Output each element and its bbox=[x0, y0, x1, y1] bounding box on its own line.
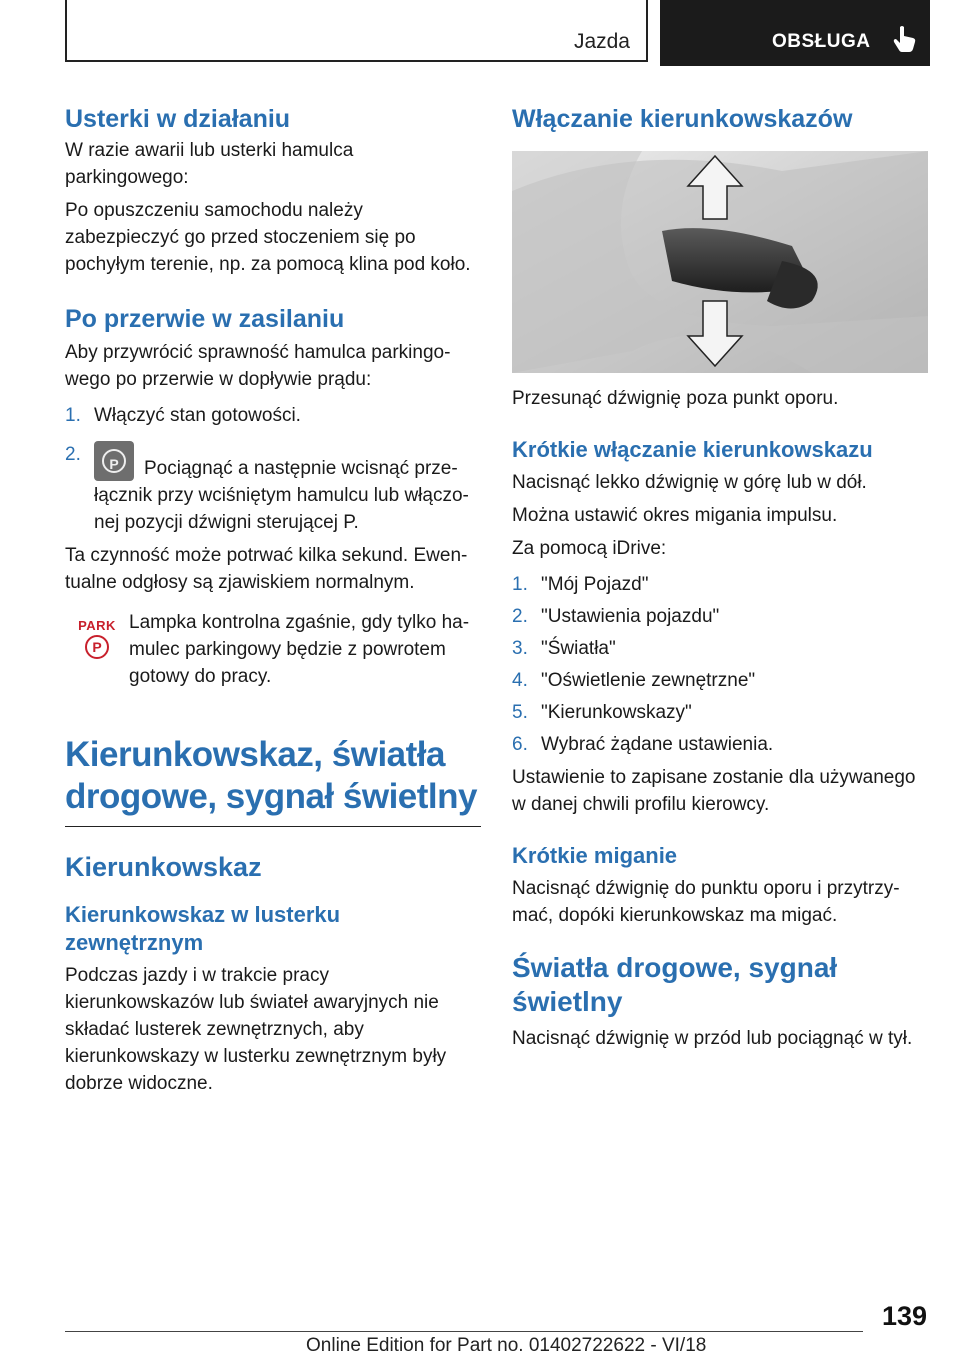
list-number: 2. bbox=[512, 606, 528, 627]
header-section-box bbox=[65, 0, 648, 62]
list-text: Wybrać żądane ustawienia. bbox=[541, 734, 774, 755]
photo-caption: Przesunąć dźwignię poza punkt oporu. bbox=[512, 388, 839, 409]
list-number: 1. bbox=[512, 574, 528, 595]
paragraph: Podczas jazdy i w trakcie pracy kierunkowskazów lub świateł awaryjnych nie składać lusterek zewnętrznych, aby kierunkowskazy w lusterku zewnętrznym były dobrze widoczne. bbox=[65, 965, 447, 1094]
paragraph: W razie awarii lub usterki hamulca parkingowego: bbox=[65, 140, 354, 188]
heading-po-przerwie: Po przerwie w zasilaniu bbox=[65, 305, 345, 333]
footer-edition: Online Edition for Part no. 01402722622 - VI/18 bbox=[306, 1335, 707, 1356]
list-item bbox=[65, 402, 481, 429]
turn-signal-lever-photo bbox=[512, 151, 928, 373]
list-text: "Mój Pojazd" bbox=[541, 574, 649, 595]
list-number: 4. bbox=[512, 670, 528, 691]
header-chapter-box bbox=[660, 0, 930, 66]
right-column bbox=[512, 100, 928, 1052]
list-text: "Światła" bbox=[541, 638, 616, 659]
lever-illustration bbox=[512, 151, 928, 373]
list-number: 5. bbox=[512, 702, 528, 723]
main-heading: Kierunkowskaz, światła drogowe, sygnał świetlny bbox=[65, 735, 477, 816]
paragraph: Nacisnąć dźwignię do punktu oporu i przytrzymać, dopóki kierunkowskaz ma migać. bbox=[512, 878, 900, 926]
footer-divider bbox=[65, 1331, 863, 1332]
header-chapter-title: OBSŁUGA bbox=[772, 31, 871, 52]
page-header bbox=[65, 0, 930, 66]
heading-wlaczanie: Włączanie kierunkowskazów bbox=[512, 105, 853, 133]
paragraph: Za pomocą iDrive: bbox=[512, 538, 667, 559]
left-column bbox=[65, 100, 481, 1097]
heading-kierunkowskaz: Kierunkowskaz bbox=[65, 852, 262, 882]
paragraph: Ta czynność może potrwać kilka sekund. Ewentualne odgłosy są zjawiskiem normalnym. bbox=[65, 545, 468, 593]
list-item bbox=[512, 603, 928, 630]
heading-krotkie-miganie: Krótkie miganie bbox=[512, 843, 678, 868]
parking-brake-button-icon bbox=[94, 441, 134, 481]
list-item bbox=[512, 667, 928, 694]
button-symbol: P bbox=[109, 456, 119, 472]
paragraph: Nacisnąć lekko dźwignię w górę lub w dół. bbox=[512, 472, 867, 493]
list-number: 2. bbox=[65, 444, 81, 465]
paragraph: Nacisnąć dźwignię w przód lub pociągnąć w tył. bbox=[512, 1028, 913, 1049]
list-item bbox=[65, 441, 481, 536]
list-item bbox=[512, 731, 928, 758]
paragraph: Można ustawić okres migania impulsu. bbox=[512, 505, 838, 526]
park-lamp-circle: P bbox=[85, 635, 109, 659]
list-number: 1. bbox=[65, 405, 81, 426]
list-number: 6. bbox=[512, 734, 528, 755]
list-text: Włączyć stan gotowości. bbox=[94, 405, 301, 426]
list-text: Pociągnąć a następnie wcisnąć przełącznik przy wciśniętym hamulcu lub włączonej pozycji dźwigni sterującej P. bbox=[94, 458, 469, 533]
paragraph: Ustawienie to zapisane zostanie dla używanego w danej chwili profilu kierowcy. bbox=[512, 767, 916, 815]
list-text: "Ustawienia pojazdu" bbox=[541, 606, 720, 627]
paragraph: Po opuszczeniu samochodu należy zabezpieczyć go przed stoczeniem się po pochyłym terenie, np. za pomocą klina pod koło. bbox=[65, 200, 471, 275]
header-section-title: Jazda bbox=[573, 30, 630, 53]
heading-swiatla-drogowe: Światła drogowe, sygnał świetlny bbox=[512, 952, 838, 1017]
pointing-hand-icon bbox=[892, 25, 918, 53]
indicator-note bbox=[65, 609, 481, 690]
heading-usterki: Usterki w działaniu bbox=[65, 105, 291, 133]
list-item bbox=[512, 635, 928, 662]
main-heading-block bbox=[65, 734, 481, 827]
list-text: "Kierunkowskazy" bbox=[541, 702, 692, 723]
heading-krotkie-wlaczanie: Krótkie włączanie kierunkowskazu bbox=[512, 437, 873, 462]
heading-kierunkowskaz-lusterko: Kierunkowskaz w lusterku zewnętrznym bbox=[65, 902, 341, 955]
list-item bbox=[512, 571, 928, 598]
list-text: "Oświetlenie zewnętrzne" bbox=[541, 670, 756, 691]
park-lamp-text: PARK bbox=[78, 618, 116, 633]
paragraph: Lampka kontrolna zgaśnie, gdy tylko hamulec parkingowy będzie z powrotem gotowy do pracy. bbox=[129, 612, 470, 687]
list-item bbox=[512, 699, 928, 726]
list-number: 3. bbox=[512, 638, 528, 659]
park-warning-icon bbox=[74, 619, 120, 659]
paragraph: Aby przywrócić sprawność hamulca parkingowego po przerwie w dopływie prądu: bbox=[65, 342, 451, 390]
page-number: 139 bbox=[882, 1301, 928, 1331]
